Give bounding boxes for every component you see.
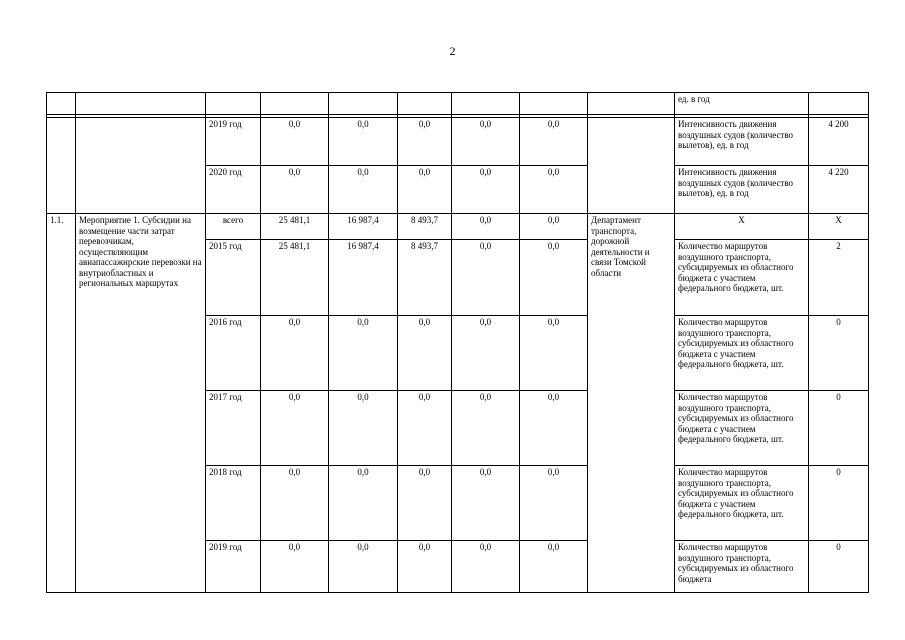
- cell-indicator: Х: [675, 214, 809, 240]
- cell-executor: [588, 93, 675, 115]
- cell-value: 0,0: [452, 466, 520, 541]
- cell-value: 0,0: [452, 541, 520, 593]
- cell-value: [261, 93, 329, 115]
- cell-value: 0,0: [520, 391, 588, 466]
- cell-indicator-value: 2: [809, 240, 869, 316]
- cell-code: [47, 118, 76, 214]
- cell-value: 0,0: [452, 391, 520, 466]
- cell-name: Мероприятие 1. Субсидии на возмещение части затрат перевозчикам, осуществляющим авиапассажирские перевозки на внутриобластных и региональных маршрутах: [76, 214, 206, 593]
- cell-value: 0,0: [520, 118, 588, 166]
- cell-value: 8 493,7: [398, 240, 452, 316]
- cell-value: 0,0: [261, 316, 329, 391]
- cell-indicator-value: 4 200: [809, 118, 869, 166]
- cell-year: 2020 год: [206, 166, 261, 214]
- table-row: [47, 93, 869, 115]
- cell-year: 2019 год: [206, 118, 261, 166]
- cell-value: 16 987,4: [329, 240, 398, 316]
- cell-value: 0,0: [398, 118, 452, 166]
- cell-value: 0,0: [452, 118, 520, 166]
- cell-value: 0,0: [261, 166, 329, 214]
- budget-table: [46, 92, 869, 593]
- cell-value: 25 481,1: [261, 214, 329, 240]
- cell-value: [520, 93, 588, 115]
- cell-value: 0,0: [398, 391, 452, 466]
- cell-value: 0,0: [329, 466, 398, 541]
- cell-value: 0,0: [520, 316, 588, 391]
- cell-value: 0,0: [520, 240, 588, 316]
- cell-value: [398, 93, 452, 115]
- cell-year: 2015 год: [206, 240, 261, 316]
- cell-value: 0,0: [329, 316, 398, 391]
- cell-indicator: Количество маршрутов воздушного транспорта, субсидируемых из областного бюджета с участием федерального бюджета, шт.: [675, 240, 809, 316]
- cell-value: [329, 93, 398, 115]
- cell-year: 2017 год: [206, 391, 261, 466]
- cell-value: 0,0: [329, 166, 398, 214]
- cell-code: 1.1.: [47, 214, 76, 593]
- cell-value: 0,0: [452, 214, 520, 240]
- cell-indicator: Количество маршрутов воздушного транспорта, субсидируемых из областного бюджета с участием федерального бюджета, шт.: [675, 391, 809, 466]
- cell-indicator: Интенсивность движения воздушных судов (количество вылетов), ед. в год: [675, 166, 809, 214]
- cell-value: 8 493,7: [398, 214, 452, 240]
- cell-year: [206, 93, 261, 115]
- cell-year: 2018 год: [206, 466, 261, 541]
- cell-indicator: Количество маршрутов воздушного транспорта, субсидируемых из областного бюджета с участием федерального бюджета, шт.: [675, 316, 809, 391]
- cell-indicator-value: 0: [809, 466, 869, 541]
- cell-value: 0,0: [398, 466, 452, 541]
- cell-indicator: ед. в год: [675, 93, 809, 115]
- table-row: [47, 118, 869, 166]
- cell-indicator-value: Х: [809, 214, 869, 240]
- cell-value: 0,0: [329, 541, 398, 593]
- page-number: 2: [449, 44, 456, 58]
- cell-value: 0,0: [261, 466, 329, 541]
- cell-indicator-value: 4 220: [809, 166, 869, 214]
- cell-value: 0,0: [398, 166, 452, 214]
- cell-year: всего: [206, 214, 261, 240]
- cell-indicator-value: 0: [809, 391, 869, 466]
- cell-value: 0,0: [520, 214, 588, 240]
- cell-value: 16 987,4: [329, 214, 398, 240]
- cell-indicator-value: [809, 93, 869, 115]
- cell-indicator: Интенсивность движения воздушных судов (количество вылетов), ед. в год: [675, 118, 809, 166]
- cell-indicator-value: 0: [809, 541, 869, 593]
- cell-name: [76, 93, 206, 115]
- cell-indicator: Количество маршрутов воздушного транспорта, субсидируемых из областного бюджета: [675, 541, 809, 593]
- cell-value: 0,0: [261, 541, 329, 593]
- cell-value: 25 481,1: [261, 240, 329, 316]
- cell-value: 0,0: [520, 466, 588, 541]
- cell-value: 0,0: [329, 391, 398, 466]
- cell-value: 0,0: [520, 166, 588, 214]
- cell-value: 0,0: [452, 166, 520, 214]
- cell-indicator: Количество маршрутов воздушного транспорта, субсидируемых из областного бюджета с участием федерального бюджета, шт.: [675, 466, 809, 541]
- cell-year: 2016 год: [206, 316, 261, 391]
- cell-executor: Департамент транспорта, дорожной деятельности и связи Томской области: [588, 214, 675, 593]
- cell-value: 0,0: [398, 541, 452, 593]
- cell-value: 0,0: [452, 316, 520, 391]
- cell-value: 0,0: [452, 240, 520, 316]
- cell-name: [76, 118, 206, 214]
- cell-year: 2019 год: [206, 541, 261, 593]
- cell-value: 0,0: [261, 118, 329, 166]
- cell-code: [47, 93, 76, 115]
- cell-executor: [588, 118, 675, 214]
- table-row: [47, 214, 869, 240]
- cell-value: 0,0: [398, 316, 452, 391]
- cell-value: [452, 93, 520, 115]
- cell-indicator-value: 0: [809, 316, 869, 391]
- cell-value: 0,0: [261, 391, 329, 466]
- cell-value: 0,0: [520, 541, 588, 593]
- cell-value: 0,0: [329, 118, 398, 166]
